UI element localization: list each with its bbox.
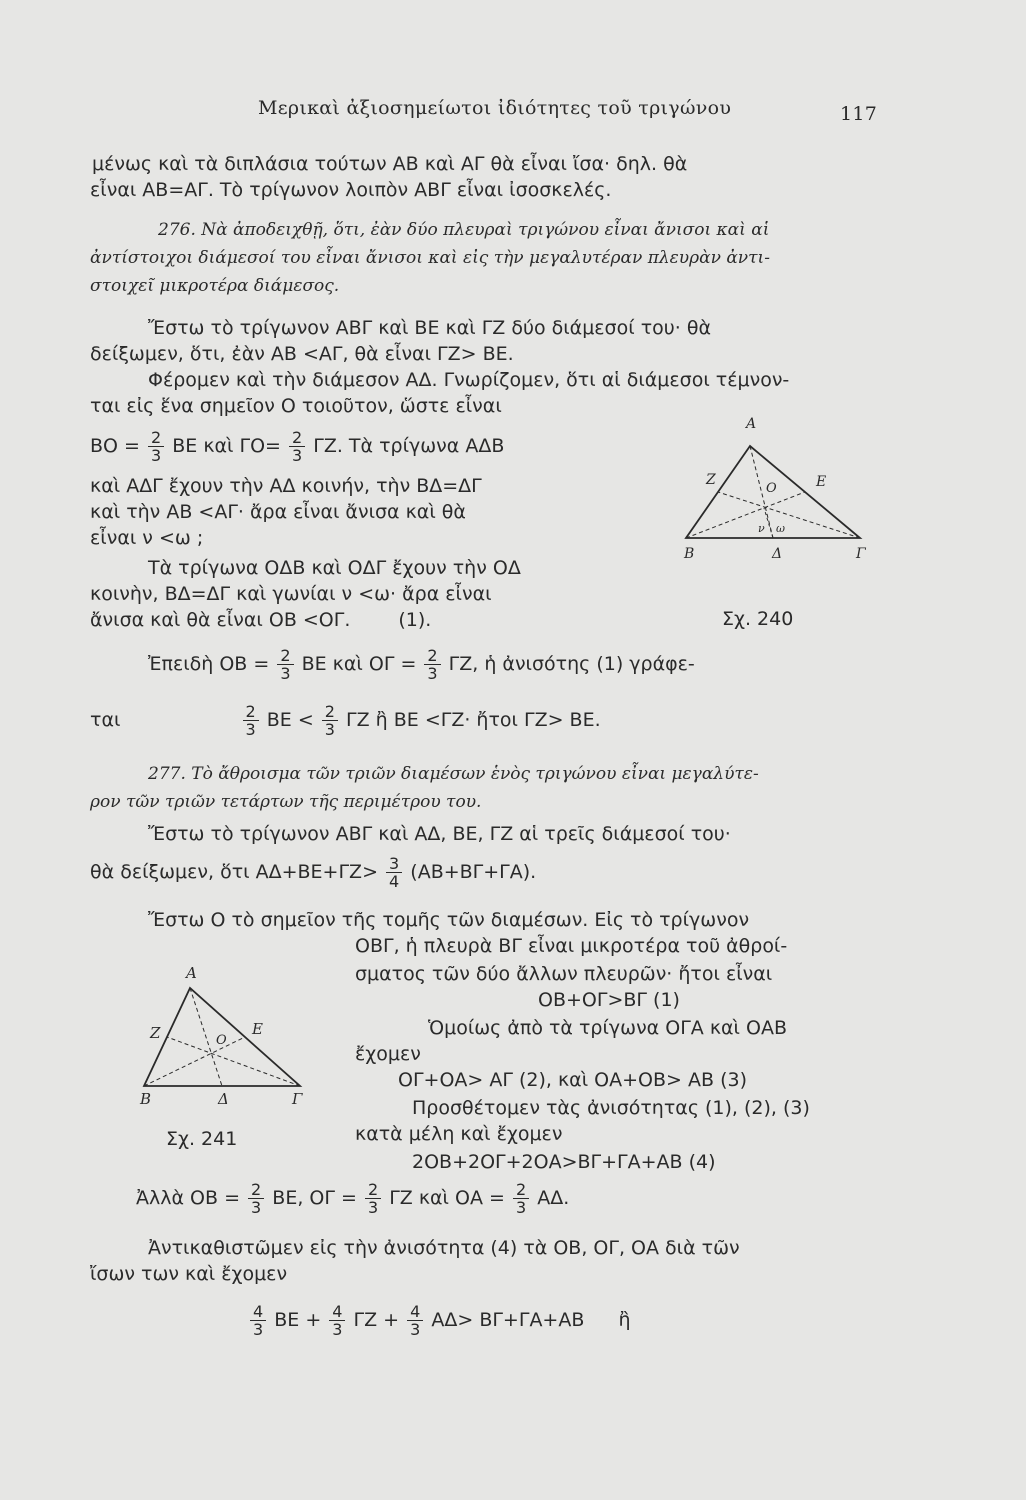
median-be <box>686 492 805 538</box>
p276-line-2: δείξωμεν, ὅτι, ἐὰν ΑΒ <ΑΓ, θὰ εἶναι ΓΖ> ΒΕ. <box>90 343 514 365</box>
p276-line-10: κοινὴν, ΒΔ=ΔΓ καὶ γωνίαι ν <ω· ἄρα εἶναι <box>90 583 492 605</box>
fraction-two-thirds: $\frac{2}{3}$ <box>513 1181 529 1216</box>
carry-line-1: μένως καὶ τὰ διπλάσια τούτων ΑΒ καὶ ΑΓ θὰ εἶναι ἴσα· δηλ. θὰ <box>92 153 688 175</box>
figure-241-caption: Σχ. 241 <box>166 1128 238 1150</box>
fraction-three-quarters: $\frac{3}{4}$ <box>386 855 402 890</box>
p276-line-12: Ἐπειδὴ ΟΒ = $\frac{2}{3}$ ΒΕ καὶ ΟΓ = $\frac{2}{3}$ ΓΖ, ἡ ἀνισότης (1) γράφε- <box>148 646 695 683</box>
p277-line-14: Ἀντικαθιστῶμεν εἰς τὴν ἀνισότητα (4) τὰ ΟΒ, ΟΓ, ΟΑ διὰ τῶν <box>148 1237 740 1259</box>
point-label-o: Ο <box>766 481 777 496</box>
p276-line-13: ται $\frac{2}{3}$ ΒΕ < $\frac{2}{3}$ ΓΖ ἢ ΒΕ <ΓΖ· ἤτοι ΓΖ> ΒΕ. <box>90 702 601 739</box>
p277-line-1: Ἔστω τὸ τρίγωνον ΑΒΓ καὶ ΑΔ, ΒΕ, ΓΖ αἱ τρεῖς διάμεσοί του· <box>148 823 731 845</box>
vertex-label-g: Γ <box>856 546 866 562</box>
p276-line-11: ἄνισα καὶ θὰ εἶναι ΟΒ <ΟΓ. (1). <box>90 609 432 631</box>
vertex-label-a: Α <box>186 964 197 982</box>
running-header: Μερικαὶ ἀξιοσημείωτοι ἰδιότητες τοῦ τριγώνου <box>258 97 732 119</box>
point-label-d: Δ <box>218 1090 229 1108</box>
segment-od <box>764 508 773 538</box>
fraction-four-thirds: $\frac{4}{3}$ <box>329 1303 345 1338</box>
figure-240-caption: Σχ. 240 <box>722 608 794 630</box>
p277-line-16: $\frac{4}{3}$ ΒΕ + $\frac{4}{3}$ ΓΖ + $\frac{4}{3}$ ΑΔ> ΒΓ+ΓΑ+ΑΒ ἢ <box>248 1296 630 1344</box>
p276-line-4: ται εἰς ἕνα σημεῖον Ο τοιοῦτον, ὥστε εἶναι <box>90 395 502 417</box>
figure-240-triangle <box>670 408 890 588</box>
point-label-e: Ε <box>252 1020 263 1038</box>
p276-line-1: Ἔστω τὸ τρίγωνον ΑΒΓ καὶ ΒΕ καὶ ΓΖ δύο διάμεσοί του· θὰ <box>148 317 711 339</box>
median-be <box>144 1037 245 1086</box>
vertex-label-g: Γ <box>292 1090 303 1108</box>
p277-line-10: Προσθέτομεν τὰς ἀνισότητας (1), (2), (3) <box>412 1097 810 1119</box>
angle-label-nu: ν <box>758 522 765 535</box>
p276-line-9: Τὰ τρίγωνα ΟΔΒ καὶ ΟΔΓ ἔχουν τὴν ΟΔ <box>148 557 521 579</box>
p277-line-5: σματος τῶν δύο ἄλλων πλευρῶν· ἤτοι εἶναι <box>355 963 773 985</box>
p276-line-8: εἶναι ν <ω ; <box>90 527 204 549</box>
p277-line-8: ἔχομεν <box>355 1043 421 1065</box>
p277-line-3: Ἔστω Ο τὸ σημεῖον τῆς τομῆς τῶν διαμέσων. Εἰς τὸ τρίγωνον <box>148 909 750 931</box>
problem-276-number: 276. <box>158 220 196 240</box>
median-gz <box>167 1037 300 1086</box>
fraction-four-thirds: $\frac{4}{3}$ <box>407 1303 423 1338</box>
point-label-e: Ε <box>816 474 827 490</box>
problem-276-statement-1: 276. Νὰ ἀποδειχθῇ, ὅτι, ἐὰν δύο πλευραὶ τριγώνου εἶναι ἄνισοι καὶ αἱ <box>158 220 770 240</box>
fraction-two-thirds: $\frac{2}{3}$ <box>148 429 164 464</box>
page-number: 117 <box>840 103 878 125</box>
fraction-two-thirds: $\frac{2}{3}$ <box>289 429 305 464</box>
vertex-label-b: Β <box>684 546 695 562</box>
median-gz <box>718 492 860 538</box>
problem-277-statement-2: ρον τῶν τριῶν τετάρτων τῆς περιμέτρου του. <box>90 792 482 812</box>
p277-line-9: ΟΓ+ΟΑ> ΑΓ (2), καὶ ΟΑ+ΟΒ> ΑΒ (3) <box>398 1069 747 1091</box>
point-label-o: Ο <box>216 1033 227 1048</box>
problem-276-statement-3: στοιχεῖ μικροτέρα διάμεσος. <box>90 276 340 296</box>
problem-277-number: 277. <box>148 764 186 784</box>
problem-276-statement-2: ἀντίστοιχοι διάμεσοί του εἶναι ἄνισοι καὶ εἰς τὴν μεγαλυτέραν πλευρὰν ἀντι- <box>90 248 770 268</box>
p277-line-6: ΟΒ+ΟΓ>ΒΓ (1) <box>538 989 680 1011</box>
fraction-two-thirds: $\frac{2}{3}$ <box>248 1181 264 1216</box>
point-label-z: Ζ <box>150 1024 161 1042</box>
carry-line-2: εἶναι ΑΒ=ΑΓ. Τὸ τρίγωνον λοιπὸν ΑΒΓ εἶναι ἰσοσκελές. <box>90 179 612 201</box>
fraction-two-thirds: $\frac{2}{3}$ <box>424 647 440 682</box>
p277-line-15: ἴσων των καὶ ἔχομεν <box>90 1263 288 1285</box>
vertex-label-b: Β <box>140 1090 152 1108</box>
p277-line-13: Ἀλλὰ ΟΒ = $\frac{2}{3}$ ΒΕ, ΟΓ = $\frac{2}{3}$ ΓΖ καὶ ΟΑ = $\frac{2}{3}$ ΑΔ. <box>136 1180 570 1217</box>
figure-241-triangle <box>130 958 330 1108</box>
point-label-z: Ζ <box>706 472 716 488</box>
p277-line-7: Ὁμοίως ἀπὸ τὰ τρίγωνα ΟΓΑ καὶ ΟΑΒ <box>428 1017 788 1039</box>
p277-line-11: κατὰ μέλη καὶ ἔχομεν <box>355 1123 563 1145</box>
angle-label-omega: ω <box>776 522 785 535</box>
p276-line-6: καὶ ΑΔΓ ἔχουν τὴν ΑΔ κοινήν, τὴν ΒΔ=ΔΓ <box>90 475 482 497</box>
problem-277-statement-1: 277. Τὸ ἄθροισμα τῶν τριῶν διαμέσων ἑνὸς τριγώνου εἶναι μεγαλύτε- <box>148 764 759 784</box>
fraction-two-thirds: $\frac{2}{3}$ <box>243 703 259 738</box>
p277-line-2: θὰ δείξωμεν, ὅτι ΑΔ+ΒΕ+ΓΖ> $\frac{3}{4}$ (ΑΒ+ΒΓ+ΓΑ). <box>90 854 537 891</box>
fraction-two-thirds: $\frac{2}{3}$ <box>277 647 293 682</box>
point-label-d: Δ <box>772 546 783 562</box>
p276-line-5: ΒΟ = $\frac{2}{3}$ ΒΕ καὶ ΓΟ= $\frac{2}{3}$ ΓΖ. Τὰ τρίγωνα ΑΔΒ <box>90 428 505 465</box>
p276-line-7: καὶ τὴν ΑΒ <ΑΓ· ἄρα εἶναι ἄνισα καὶ θὰ <box>90 501 466 523</box>
p277-line-12: 2ΟΒ+2ΟΓ+2ΟΑ>ΒΓ+ΓΑ+ΑΒ (4) <box>412 1151 716 1173</box>
vertex-label-a: Α <box>746 416 757 432</box>
fraction-two-thirds: $\frac{2}{3}$ <box>322 703 338 738</box>
fraction-four-thirds: $\frac{4}{3}$ <box>250 1303 266 1338</box>
p277-line-4: ΟΒΓ, ἡ πλευρὰ ΒΓ εἶναι μικροτέρα τοῦ ἀθροί- <box>355 935 788 957</box>
fraction-two-thirds: $\frac{2}{3}$ <box>365 1181 381 1216</box>
p276-line-3: Φέρομεν καὶ τὴν διάμεσον ΑΔ. Γνωρίζομεν, ὅτι αἱ διάμεσοι τέμνον- <box>148 369 790 391</box>
